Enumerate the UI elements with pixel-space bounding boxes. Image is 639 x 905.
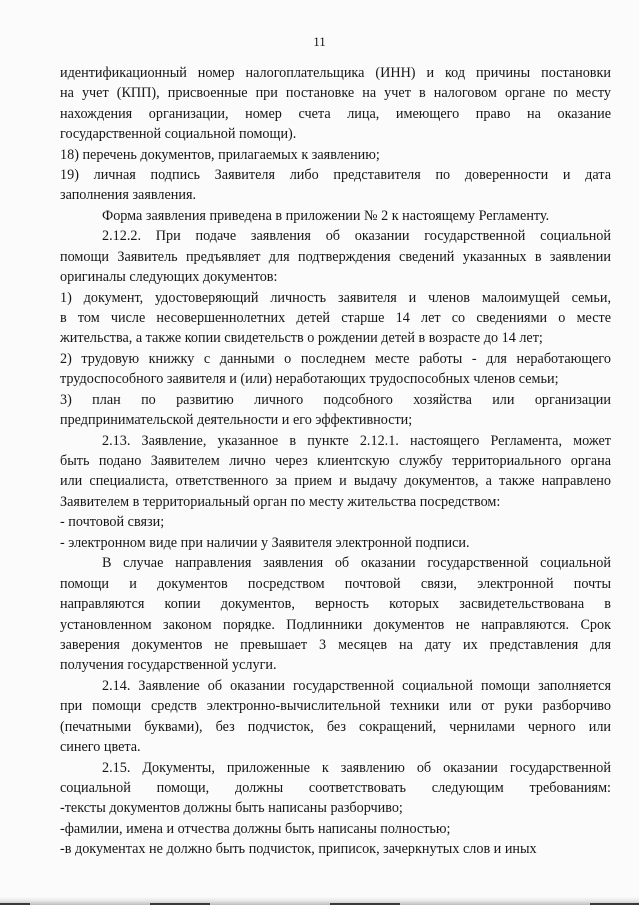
text-line: государственной социальной помощи). — [60, 126, 297, 142]
page-number: 11 — [313, 34, 326, 49]
text-line: получения государственной услуги. — [60, 657, 277, 673]
text-line: в том числе несовершеннолетних детей старше 14 лет со сведениями о месте — [60, 310, 611, 326]
text-line: трудоспособного заявителя и (или) неработающих трудоспособных членов семьи; — [60, 371, 559, 387]
text-line: Форма заявления приведена в приложении № 2 к настоящему Регламенту. — [102, 208, 550, 224]
text-line: социальной помощи, должны соответствовать следующим требованиям: — [60, 780, 611, 796]
text-line: предпринимательской деятельности и его эффективности; — [60, 412, 413, 428]
text-line: 2) трудовую книжку с данными о последнем месте работы - для неработающего — [60, 351, 611, 367]
text-line: 3) план по развитию личного подсобного хозяйства или организации — [60, 392, 611, 408]
text-line: 18) перечень документов, прилагаемых к заявлению; — [60, 147, 380, 163]
text-line: (печатными буквами), без подчисток, без сокращений, чернилами черного или — [60, 719, 611, 735]
text-line: помощи и документов посредством почтовой связи, электронной почты — [60, 576, 611, 592]
scan-bottom-edge — [0, 897, 639, 905]
text-line: 19) личная подпись Заявителя либо представителя по доверенности и дата — [60, 167, 611, 183]
text-line: 1) документ, удостоверяющий личность заявителя и членов малоимущей семьи, — [60, 290, 611, 306]
text-line: установленном законом порядке. Подлинники документов не направляются. Срок — [60, 617, 611, 633]
text-line: быть подано Заявителем лично через клиентскую службу территориального органа — [60, 453, 611, 469]
text-line: жительства, а также копии свидетельств о рождении детей в возрасте до 14 лет; — [60, 330, 543, 346]
text-line: при помощи средств электронно-вычислительной техники или от руки разборчиво — [60, 698, 611, 714]
text-line: - почтовой связи; — [60, 514, 165, 530]
text-line: - электронном виде при наличии у Заявителя электронной подписи. — [60, 535, 470, 551]
text-line: 2.12.2. При подаче заявления об оказании государственной социальной — [102, 228, 611, 244]
text-line: Заявителем в территориальный орган по месту жительства посредством: — [60, 494, 501, 510]
text-line: направляются копии документов, верность которых засвидетельствована в — [60, 596, 611, 612]
text-line: -тексты документов должны быть написаны разборчиво; — [60, 800, 403, 816]
text-line: В случае направления заявления об оказании государственной социальной — [102, 555, 611, 571]
text-line: 2.14. Заявление об оказании государственной социальной помощи заполняется — [102, 678, 611, 694]
text-line: или специалиста, ответственного за прием и выдачу документов, а также направлено — [60, 473, 611, 489]
text-line: заполнения заявления. — [60, 187, 197, 203]
text-line: нахождения организации, номер счета лица, имеющего право на оказание — [60, 106, 611, 122]
text-line: оригиналы следующих документов: — [60, 269, 278, 285]
text-line: 2.13. Заявление, указанное в пункте 2.12.1. настоящего Регламента, может — [102, 433, 611, 449]
text-line: -фамилии, имена и отчества должны быть написаны полностью; — [60, 821, 451, 837]
text-line: -в документах не должно быть подчисток, приписок, зачеркнутых слов и иных — [60, 841, 537, 857]
text-line: на учет (КПП), присвоенные при постановке на учет в налоговом органе по месту — [60, 85, 611, 101]
text-line: синего цвета. — [60, 739, 141, 755]
text-line: идентификационный номер налогоплательщика (ИНН) и код причины постановки — [60, 65, 611, 81]
text-line: заверения документов не превышает 3 месяцев на дату их представления для — [60, 637, 611, 653]
text-line: помощи Заявитель предъявляет для подтверждения сведений указанных в заявлении — [60, 249, 611, 265]
text-line: 2.15. Документы, приложенные к заявлению об оказании государственной — [102, 760, 611, 776]
